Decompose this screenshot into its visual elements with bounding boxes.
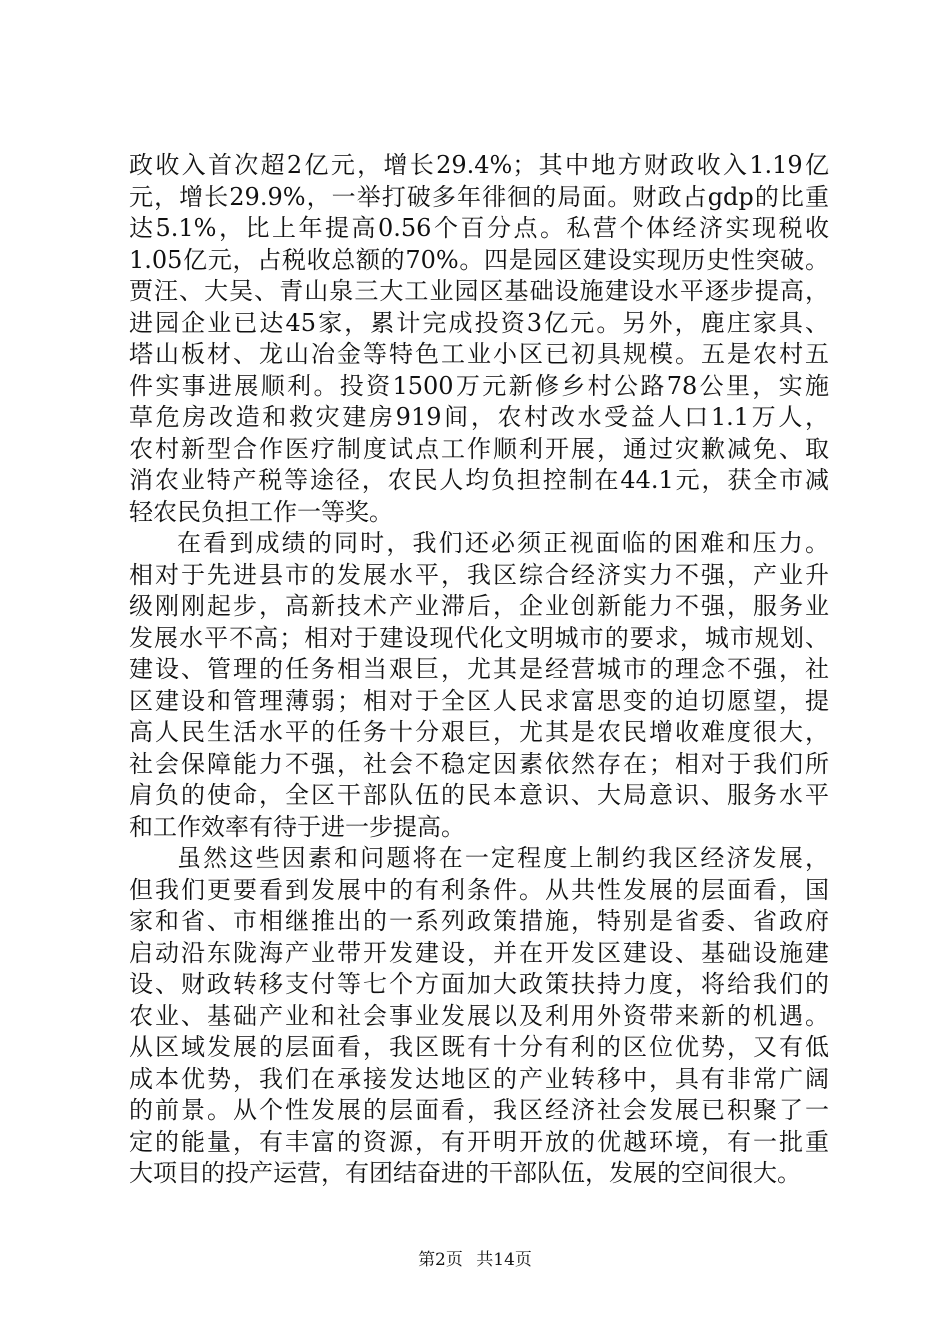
text-line: 大项目的投产运营，有团结奋进的干部队伍，发展的空间很大。 [129,1159,801,1187]
text-line: 消农业特产税等途径，农民人均负担控制在44.1元，获全市减 [129,466,829,494]
text-line: 的前景。从个性发展的层面看，我区经济社会发展已积聚了一 [129,1096,829,1124]
text-line: 农业、基础产业和社会事业发展以及利用外资带来新的机遇。 [129,1001,829,1030]
text-line: 元，增长29.9%，一举打破多年徘徊的局面。财政占gdp的比重 [129,182,829,211]
text-line: 和工作效率有待于进一步提高。 [129,812,465,841]
page-footer [0,1250,950,1270]
text-line: 草危房改造和救灾建房919间，农村改水受益人口1.1万人， [129,403,829,431]
text-line: 农村新型合作医疗制度试点工作顺利开展，通过灾歉减免、取 [129,434,829,463]
text-line: 肩负的使命，全区干部队伍的民本意识、大局意识、服务水平 [129,781,829,809]
text-line: 从区域发展的层面看，我区既有十分有利的区位优势，又有低 [129,1033,829,1061]
text-line: 政收入首次超2亿元，增长29.4%；其中地方财政收入1.19亿 [129,151,829,179]
text-line: 区建设和管理薄弱；相对于全区人民求富思变的迫切愿望，提 [129,686,829,715]
paragraph [129,843,829,1190]
text-line: 贾汪、大吴、青山泉三大工业园区基础设施建设水平逐步提高， [129,277,829,305]
text-line: 社会保障能力不强，社会不稳定因素依然存在；相对于我们所 [129,749,829,778]
text-line: 但我们更要看到发展中的有利条件。从共性发展的层面看，国 [129,875,829,904]
text-line: 家和省、市相继推出的一系列政策措施，特别是省委、省政府 [129,907,829,935]
text-line: 塔山板材、龙山冶金等特色工业小区已初具规模。五是农村五 [129,340,829,368]
text-line: 级刚刚起步，高新技术产业滞后，企业创新能力不强，服务业 [129,592,829,620]
text-line: 1.05亿元，占税收总额的70%。四是园区建设实现历史性突破。 [129,245,829,274]
text-line: 启动沿东陇海产业带开发建设，并在开发区建设、基础设施建 [129,938,829,967]
paragraph [129,528,829,843]
body-text [129,150,829,1190]
text-line: 发展水平不高；相对于建设现代化文明城市的要求，城市规划、 [129,623,829,652]
text-line: 在看到成绩的同时，我们还必须正视面临的困难和压力。 [177,529,829,557]
text-line: 定的能量，有丰富的资源，有开明开放的优越环境，有一批重 [129,1127,829,1156]
text-line: 虽然这些因素和问题将在一定程度上制约我区经济发展， [177,844,829,872]
text-line: 成本优势，我们在承接发达地区的产业转移中，具有非常广阔 [129,1064,829,1093]
text-line: 建设、管理的任务相当艰巨，尤其是经营城市的理念不强，社 [129,655,829,683]
paragraph [129,150,829,528]
text-line: 高人民生活水平的任务十分艰巨，尤其是农民增收难度很大， [129,718,829,746]
text-line: 达5.1%，比上年提高0.56个百分点。私营个体经济实现税收 [129,214,829,242]
text-line: 件实事进展顺利。投资1500万元新修乡村公路78公里，实施 [129,371,829,400]
page-total: 共14页 [476,1250,532,1270]
text-line: 轻农民负担工作一等奖。 [129,497,393,526]
text-line: 进园企业已达45家，累计完成投资3亿元。另外，鹿庄家具、 [129,308,829,337]
text-line: 相对于先进县市的发展水平，我区综合经济实力不强，产业升 [129,560,829,589]
text-line: 设、财政转移支付等七个方面加大政策扶持力度，将给我们的 [129,970,829,998]
page-number: 第2页 [418,1250,463,1270]
